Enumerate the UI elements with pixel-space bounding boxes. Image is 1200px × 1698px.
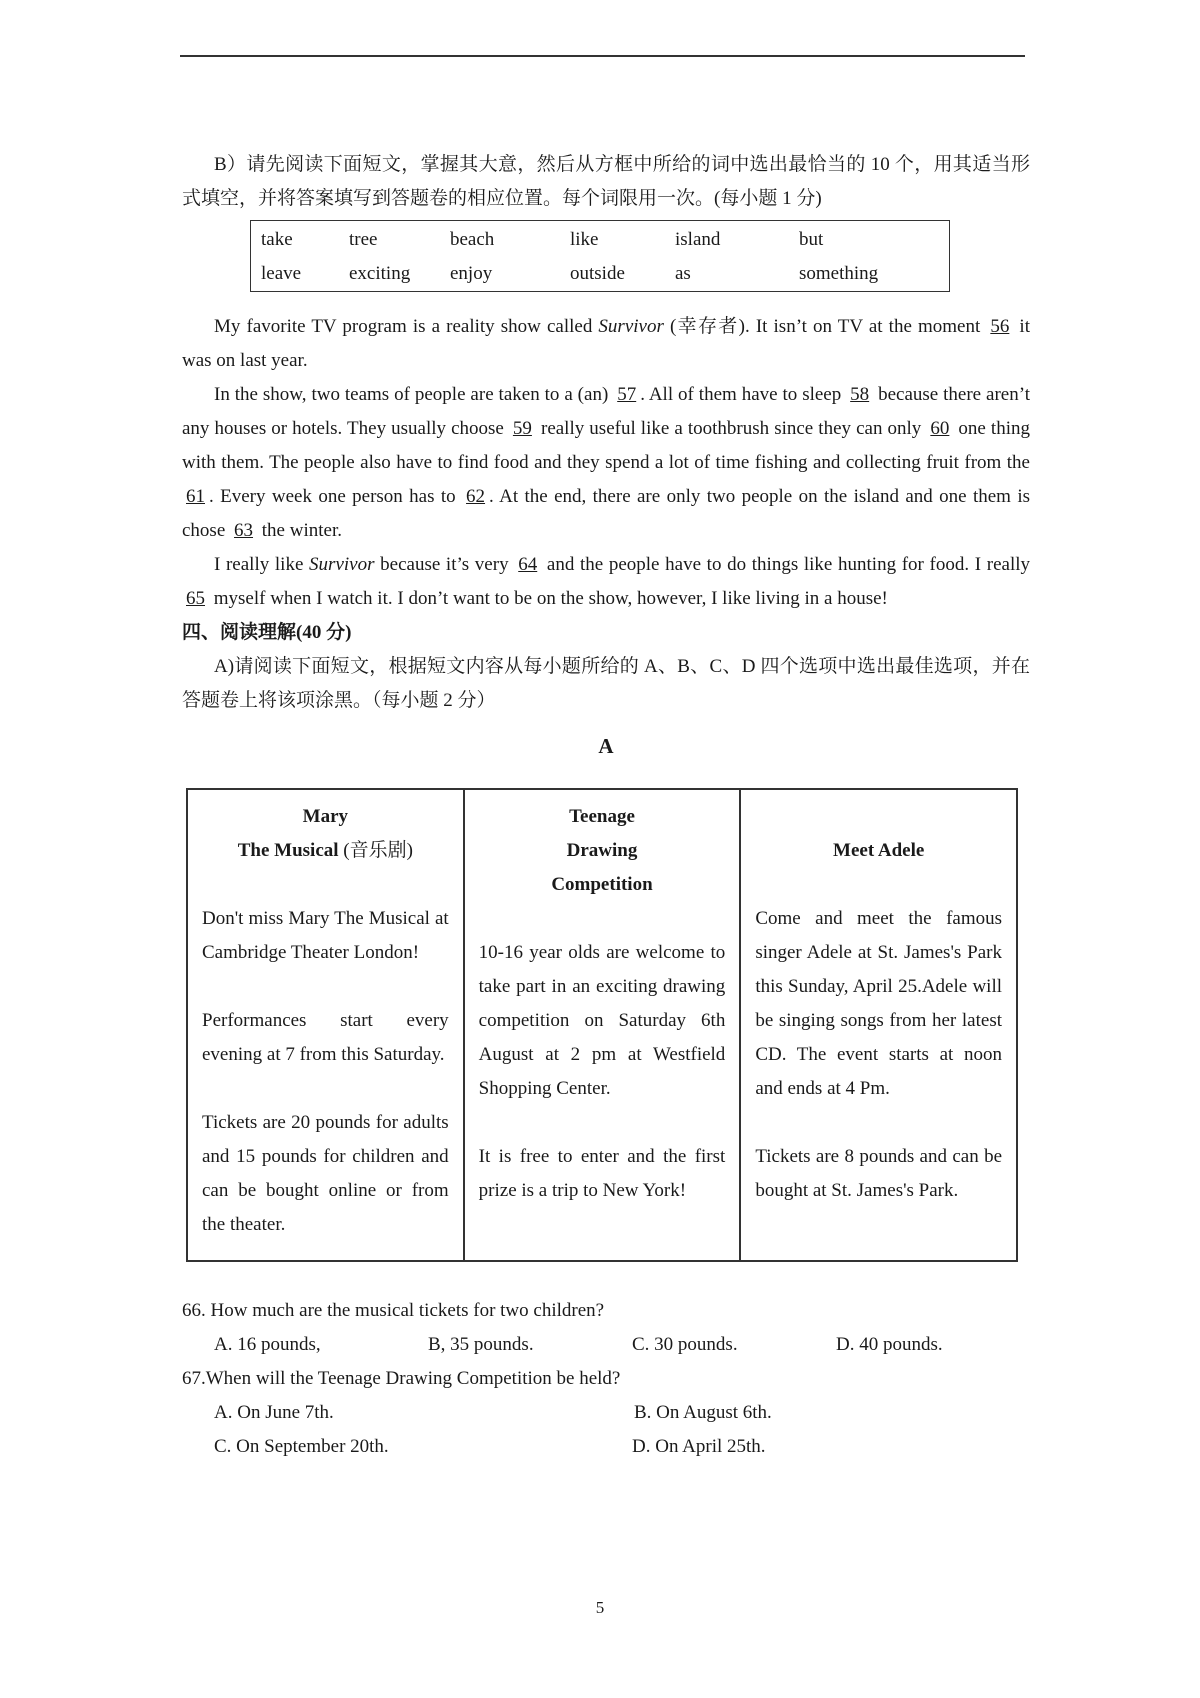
ad-paragraph: Come and meet the famous singer Adele at St. James's Park this Sunday, April 25.Adele will be singing songs from her latest CD. The event starts at noon and ends at 4 Pm. <box>755 908 1002 1099</box>
word: leave <box>261 263 302 284</box>
ad-paragraph: 10-16 year olds are welcome to take part in an exciting drawing competition on Saturday 6th August at 2 pm at Westfield Shopping Center. <box>478 942 726 1099</box>
passage-text: My favorite TV program is a reality show called <box>214 316 599 337</box>
passage-text: . All of them have to sleep <box>640 384 847 405</box>
passage-text: really useful like a toothbrush since they can only <box>535 418 927 439</box>
question-67-options <box>182 1396 1030 1430</box>
ad-paragraph: Tickets are 20 pounds for adults and 15 pounds for children and can be bought online or from the theater. <box>202 1112 449 1235</box>
option-c[interactable]: C. On September 20th. <box>214 1436 389 1457</box>
ad-title-text: The Musical <box>237 840 339 861</box>
ad-paragraph: Tickets are 8 pounds and can be bought at St. James's Park. <box>755 1146 1002 1201</box>
question-66-stem: 66. How much are the musical tickets for two children? <box>182 1300 605 1321</box>
page-content <box>182 148 1030 1464</box>
blank-62: 62 <box>466 486 486 507</box>
blank-58: 58 <box>850 384 870 405</box>
word: take <box>261 229 293 250</box>
word: as <box>675 263 691 284</box>
blank-65: 65 <box>186 588 205 609</box>
question-67-options <box>182 1430 1030 1464</box>
option-b[interactable]: B. On August 6th. <box>634 1402 772 1423</box>
ad-title <box>202 800 449 868</box>
passage-text: it was on last year. <box>182 316 1030 371</box>
passage-text: In the show, two teams of people are taken to a (an) <box>214 384 614 405</box>
option-d[interactable]: D. 40 pounds. <box>836 1334 943 1355</box>
ad-paragraph: Don't miss Mary The Musical at Cambridge Theater London! <box>202 908 449 963</box>
section-4-heading: 四、阅读理解(40 分) <box>182 622 352 643</box>
blank-64: 64 <box>518 554 538 575</box>
word: something <box>799 263 879 284</box>
header-rule <box>180 55 1025 57</box>
passage-text: and the people have to do things like hunting for food. I really <box>541 554 1031 575</box>
word: outside <box>570 263 625 284</box>
option-a[interactable]: A. 16 pounds, <box>214 1334 321 1355</box>
passage-text: because it’s very <box>374 554 515 575</box>
option-b[interactable]: B, 35 pounds. <box>428 1334 534 1355</box>
ad-meet-adele <box>740 789 1017 1261</box>
passage-text: . At the end, there are only two people on the island and one them is chose <box>182 486 1031 541</box>
show-title: Survivor <box>598 316 664 337</box>
page-number: 5 <box>595 1598 605 1617</box>
question-67-stem: 67.When will the Teenage Drawing Competition be held? <box>182 1368 621 1389</box>
ad-mary-musical <box>187 789 464 1261</box>
section-b-instructions: B）请先阅读下面短文，掌握其大意，然后从方框中所给的词中选出最恰当的 10 个，用其适当形式填空，并将答案填写到答题卷的相应位置。每个词限用一次。(每小题 1 分) <box>182 154 1030 209</box>
section-4-instructions: A)请阅读下面短文，根据短文内容从每小题所给的 A、B、C、D 四个选项中选出最佳选项，并在答题卷上将该项涂黑。（每小题 2 分） <box>182 656 1030 711</box>
option-a[interactable]: A. On June 7th. <box>214 1402 334 1423</box>
ad-paragraph: It is free to enter and the first prize is a trip to New York! <box>478 1146 726 1201</box>
passage-paragraph-3 <box>182 548 1030 616</box>
option-d[interactable]: D. On April 25th. <box>632 1436 766 1457</box>
word: island <box>675 229 721 250</box>
blank-60: 60 <box>930 418 950 439</box>
blank-61: 61 <box>186 486 205 507</box>
blank-59: 59 <box>512 418 532 439</box>
ad-title-line: Teenage <box>569 806 635 827</box>
ad-paragraph: Performances start every evening at 7 from this Saturday. <box>202 1010 449 1065</box>
passage-text: myself when I watch it. I don’t want to be on the show, however, I like living in a house! <box>209 588 888 609</box>
word: tree <box>349 229 378 250</box>
ad-title-note: (音乐剧) <box>338 840 413 861</box>
word-row <box>261 257 939 291</box>
ad-title-line: Drawing <box>566 840 638 861</box>
ads-row <box>187 789 1017 1261</box>
ad-title-line: Competition <box>551 874 653 895</box>
blank-56: 56 <box>990 316 1010 337</box>
passage-text: (幸存者). It isn’t on TV at the moment <box>663 316 987 337</box>
passage-paragraph-2 <box>182 378 1030 548</box>
ads-table <box>186 788 1018 1262</box>
blank-63: 63 <box>234 520 254 541</box>
ad-drawing-competition <box>464 789 741 1261</box>
word: like <box>570 229 599 250</box>
word: but <box>799 229 824 250</box>
passage-text: one thing with them. The people also have to find food and they spend a lot of time fishing and collecting fruit from the <box>182 418 1030 473</box>
word: exciting <box>349 263 411 284</box>
show-title: Survivor <box>309 554 375 575</box>
passage-text: I really like <box>214 554 310 575</box>
blank-57: 57 <box>617 384 637 405</box>
word: beach <box>450 229 495 250</box>
word-row <box>261 223 939 257</box>
question-66-options <box>182 1328 1030 1362</box>
passage-text: . Every week one person has to <box>209 486 463 507</box>
word-box <box>250 220 950 292</box>
passage-text: the winter. <box>257 520 342 541</box>
ad-title-line <box>202 834 449 868</box>
passage-paragraph-1 <box>182 310 1030 378</box>
ad-title: Meet Adele <box>833 840 925 861</box>
ad-title <box>479 800 726 902</box>
ad-title-line: Mary <box>302 806 349 827</box>
option-c[interactable]: C. 30 pounds. <box>632 1334 738 1355</box>
word: enjoy <box>450 263 493 284</box>
passage-label: A <box>598 734 614 758</box>
passage-text: because there aren’t any houses or hotels. They usually choose <box>182 384 1031 439</box>
